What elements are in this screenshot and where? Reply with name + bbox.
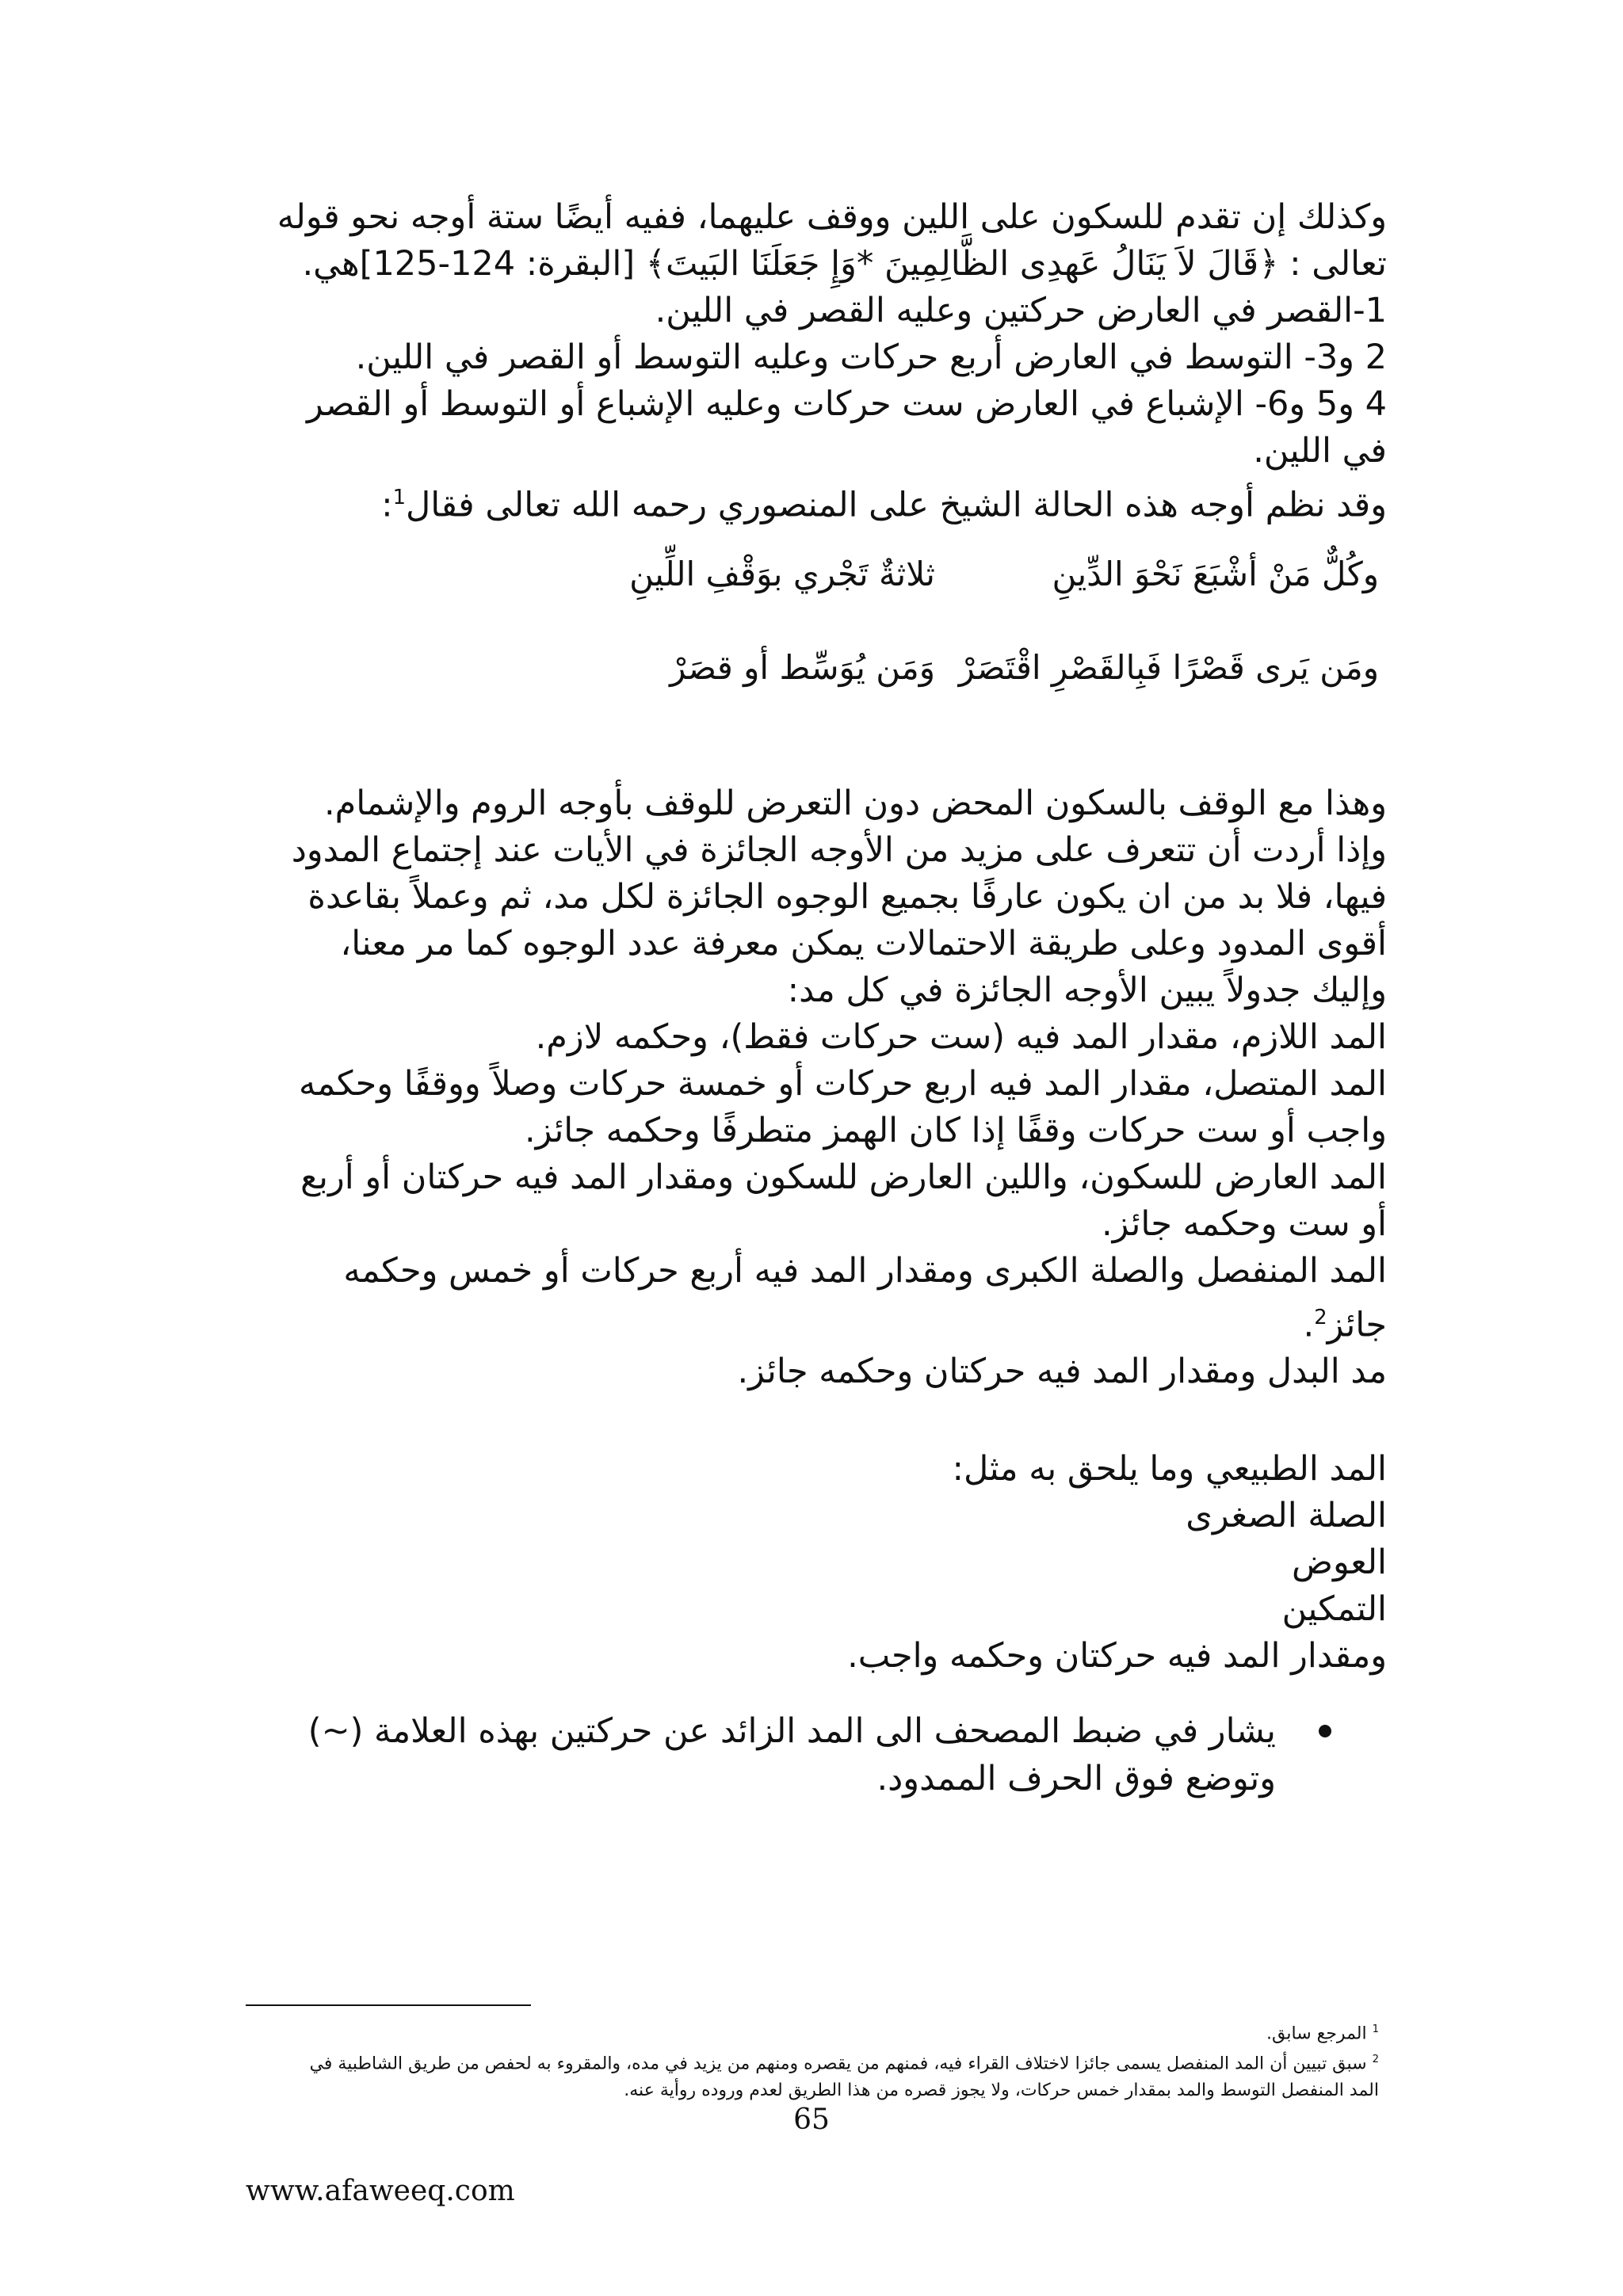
madd-badal: مد البدل ومقدار المد فيه حركتان وحكمه جائز. [737, 1352, 1387, 1392]
natural-item: العوض [1292, 1543, 1387, 1582]
poem-first-hemistich: ومَن يَرى قَصْرًا فَبِالقَصْرِ اقْتَصَرْ [958, 648, 1379, 687]
bullet-list [301, 1707, 1331, 1802]
poem-second-hemistich: وَمَن يُوَسِّط أو قصَرْ [670, 648, 935, 687]
footnote-separator [246, 2004, 531, 2006]
paragraph-sukun-note: وهذا مع الوقف بالسكون المحض دون التعرض للوقف بأوجه الروم والإشمام. [323, 784, 1387, 823]
madd-munfasil: المد المنفصل والصلة الكبرى ومقدار المد فيه أربع حركات أو خمس وحكمه جائز$^2$. [343, 1251, 1387, 1345]
natural-item: الصلة الصغرى [1186, 1496, 1387, 1535]
madd-muttasil: المد المتصل، مقدار المد فيه اربع حركات أو خمسة حركات وصلاً ووقفًا وحكمه واجب أو ست حركات وقفًا إذا كان الهمز متطرفًا وحكمه جائز. [299, 1064, 1387, 1150]
poem-intro: وقد نظم أوجه هذه الحالة الشيخ على المنصوري رحمه الله تعالى فقال$^1$: [381, 485, 1387, 525]
poem-verse [444, 648, 1379, 742]
case-2-3: 2 و3- التوسط في العارض أربع حركات وعليه التوسط أو القصر في اللين. [355, 338, 1387, 377]
bullet-item: يشار في ضبط المصحف الى المد الزائد عن حركتين بهذه العلامة (~) وتوضع فوق الحرف الممدود. [301, 1707, 1331, 1802]
natural-madd-section [269, 1446, 1387, 1680]
poem-verse [444, 555, 1379, 648]
paragraph-six-cases: وكذلك إن تقدم للسكون على اللين ووقف عليهما، ففيه أيضًا ستة أوجه نحو قوله تعالى : ﴿قَالَ لاَ يَنَالُ عَهدِى الظَّالِمِينَ *وَإِ جَعَلَنَا البَيتَ﴾ [البقرة: 124-125]هي. [277, 197, 1387, 284]
poem [444, 555, 1379, 742]
paragraph-more-cases: وإذا أردت أن تتعرف على مزيد من الأوجه الجائزة في الأيات عند إجتماع المدود فيها، فلا بد من ان يكون عارفًا بجميع الوجوه الجائزة لكل مد، ثم وعملاً بقاعدة أقوى المدود وعلى طريقة الاحتمالات يمكن معرفة عدد الوجوه كما مر معنا، وإليك جدولاً يبين الأوجه الجائزة في كل مد: [291, 830, 1387, 1010]
case-4-5-6: 4 و5 و6- الإشباع في العارض ست حركات وعليه الإشباع أو التوسط أو القصر في اللين. [307, 384, 1387, 471]
bullet-icon [1319, 1725, 1331, 1737]
poem-first-hemistich: وكُلٌّ مَنْ أشْبَعَ نَحْوَ الدِّينِ [1052, 555, 1379, 593]
poem-second-hemistich: ثلاثةٌ تَجْري بوَقْفِ اللِّينِ [629, 555, 935, 593]
footnote-ref-2: 2 [1314, 1306, 1327, 1329]
natural-item: التمكين [1281, 1589, 1387, 1629]
website-link[interactable]: www.afaweeq.com [246, 2175, 515, 2207]
natural-madd-heading: المد الطبيعي وما يلحق به مثل: [952, 1449, 1387, 1489]
case-1: 1-القصر في العارض حركتين وعليه القصر في اللين. [655, 291, 1387, 330]
madd-arid: المد العارض للسكون، واللين العارض للسكون ومقدار المد فيه حركتان أو أربع أو ست وحكمه جائز. [300, 1158, 1387, 1244]
middle-paragraphs [269, 780, 1387, 1395]
footnote-ref-1: 1 [392, 486, 407, 509]
page-number: 65 [793, 2103, 830, 2136]
top-paragraphs [269, 194, 1387, 528]
natural-item: ومقدار المد فيه حركتان وحكمه واجب. [847, 1636, 1387, 1676]
madd-lazim: المد اللازم، مقدار المد فيه (ست حركات فقط)، وحكمه لازم. [535, 1017, 1387, 1057]
footnotes [285, 2016, 1379, 2103]
footnote: $^2$ سبق تبيين أن المد المنفصل يسمى جائزا لاختلاف القراء فيه، فمنهم من يقصره ومنهم من يزيد في مده، والمقروء به لحفص من طريق الشاطبية في المد المنفصل التوسط والمد بمقدار خمس حركات، ولا يجوز قصره من هذا الطريق لعدم وروده روأية عنه. [309, 2054, 1379, 2100]
footnote: $^1$ المرجع سابق. [1266, 2023, 1379, 2044]
